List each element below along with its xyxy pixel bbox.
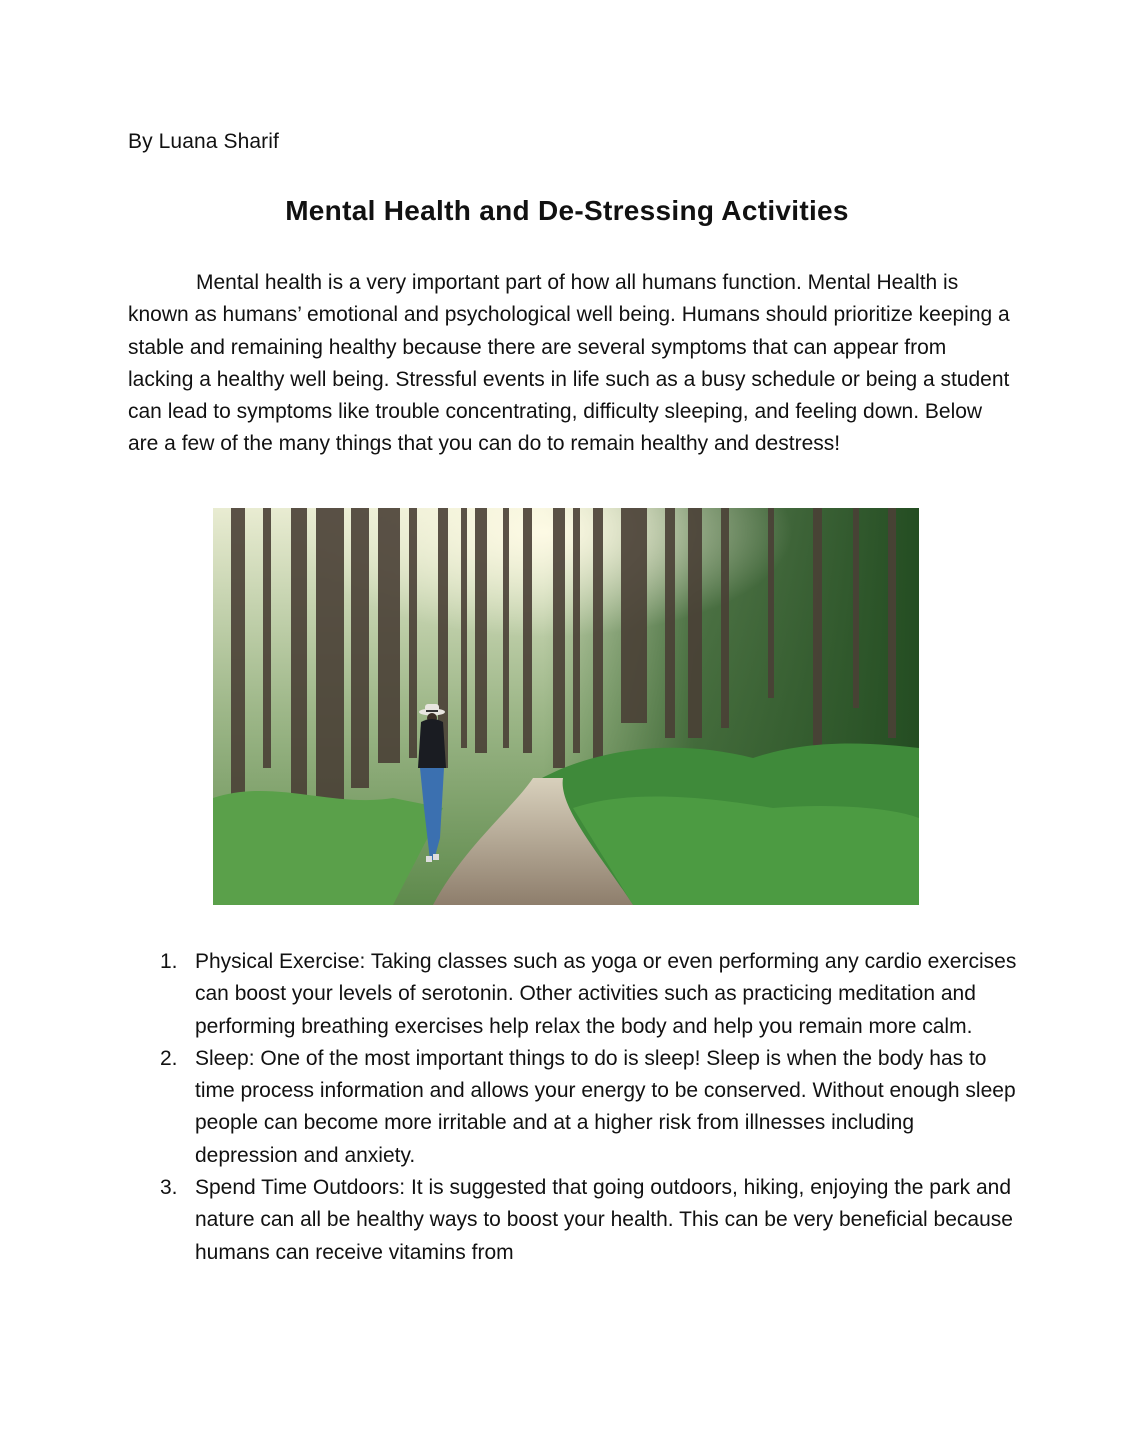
forest-scene <box>213 508 919 905</box>
activity-list <box>160 946 1020 1269</box>
list-item-number: 1. <box>160 950 178 973</box>
intro-paragraph <box>128 267 1013 461</box>
intro-text: Mental health is a very important part of how all humans function. Mental Health is known as humans’ emotional and psychological well being. Humans should prioritize keeping a stable and remaining healthy because there are several symptoms that can appear from lacking a healthy well being. Stressful events in life such as a busy schedule or being a student can lead to symptoms like trouble concentrating, difficulty sleeping, and feeling down. Below are a few of the many things that you can do to remain healthy and destress! <box>128 271 1010 456</box>
list-item-text: Sleep: One of the most important things to do is sleep! Sleep is when the body has to time process information and allows your energy to be conserved. Without enough sleep people can become more irritable and at a higher risk from illnesses including depression and anxiety. <box>195 1046 1016 1167</box>
forest-walk-photo <box>213 508 919 905</box>
list-item <box>160 1043 1020 1172</box>
list-item-number: 2. <box>160 1046 178 1070</box>
list-item-text: Physical Exercise: Taking classes such as yoga or even performing any cardio exercises can boost your levels of serotonin. Other activities such as practicing meditation and performing breathing exercises help relax the body and help you remain more calm. <box>195 950 1017 1038</box>
author-byline: By Luana Sharif <box>128 130 279 153</box>
list-item <box>160 1172 1020 1269</box>
document-title: Mental Health and De-Stressing Activities <box>285 195 849 226</box>
list-item <box>160 946 1020 1043</box>
list-item-number: 3. <box>160 1176 178 1200</box>
list-item-text: Spend Time Outdoors: It is suggested that going outdoors, hiking, enjoying the park and nature can all be healthy ways to boost your health. This can be very beneficial because humans can receive vitamins from <box>195 1176 1013 1264</box>
